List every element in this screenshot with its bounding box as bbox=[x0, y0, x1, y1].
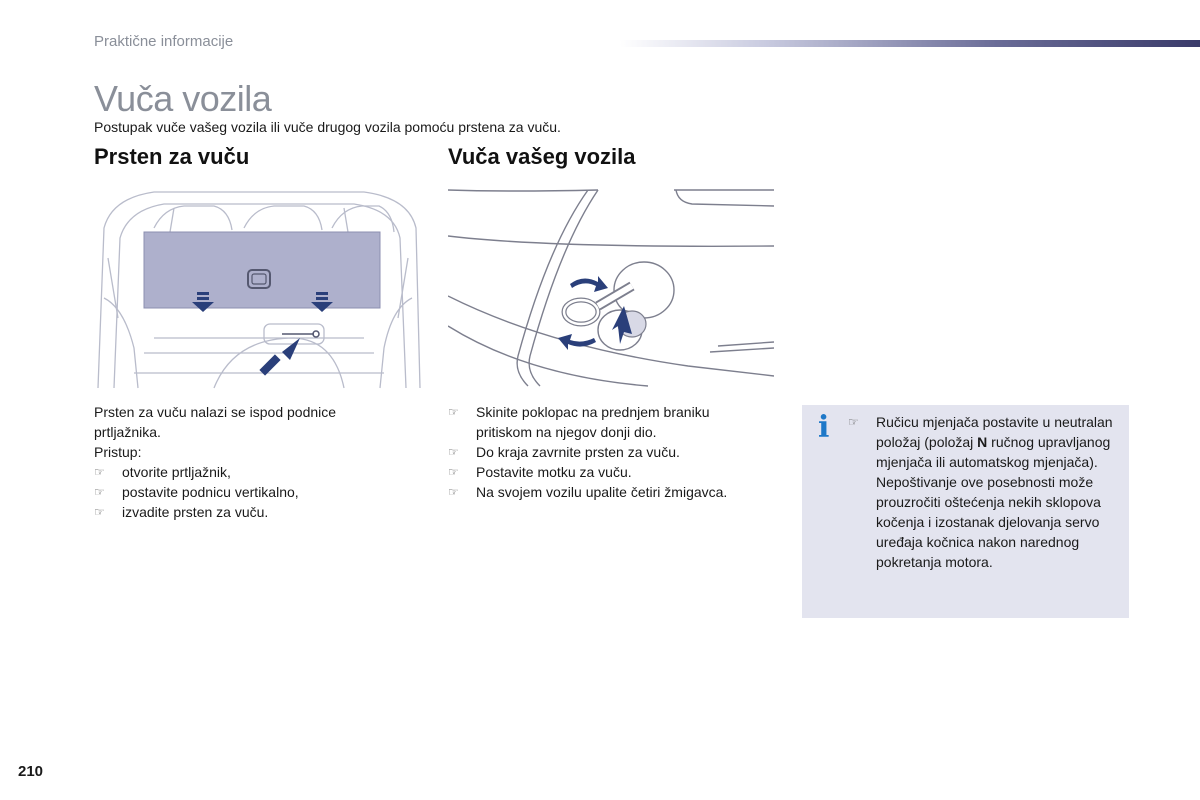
list-item: ☞ otvorite prtljažnik, bbox=[94, 464, 231, 480]
pointing-hand-icon: ☞ bbox=[848, 415, 859, 429]
heading-towing-vehicle: Vuča vašeg vozila bbox=[448, 144, 636, 169]
pointing-hand-icon: ☞ bbox=[94, 465, 105, 479]
list-item: ☞ Skinite poklopac na prednjem braniku pritiskom na njegov donji dio. bbox=[448, 404, 710, 440]
page-number: 210 bbox=[18, 763, 44, 780]
left-text-2: Pristup: bbox=[94, 444, 142, 460]
page-title: Vuča vozila bbox=[94, 78, 272, 119]
pointing-hand-icon: ☞ bbox=[448, 405, 459, 419]
info-icon: i bbox=[818, 410, 830, 445]
heading-towing-ring: Prsten za vuču bbox=[94, 144, 250, 169]
bumper-towing-eye-illustration bbox=[448, 186, 774, 390]
pointing-hand-icon: ☞ bbox=[448, 445, 459, 459]
left-steps-list bbox=[94, 462, 394, 522]
list-item: ☞ postavite podnicu vertikalno, bbox=[94, 484, 299, 500]
list-item: ☞ Postavite motku za vuču. bbox=[448, 464, 632, 480]
pointing-hand-icon: ☞ bbox=[94, 505, 105, 519]
info-text bbox=[848, 412, 1123, 572]
left-body bbox=[94, 402, 394, 522]
list-item: ☞ Na svojem vozilu upalite četiri žmigavca. bbox=[448, 484, 728, 500]
left-text-1: Prsten za vuču nalazi se ispod podnice prtljažnika. bbox=[94, 404, 337, 440]
info-paragraph: Ručicu mjenjača postavite u neutralan položaj (položaj N ručnog upravljanog mjenjača ili automatskog mjenjača). Nepoštivanje ove posebnosti može prouzročiti oštećenja nekih sklopova kočenja i izostanak djelovanja servo uređaja kočnica nakon narednog pokretanja motora. bbox=[876, 414, 1113, 570]
section-label: Praktične informacije bbox=[94, 33, 234, 50]
list-item: ☞ Do kraja zavrnite prsten za vuču. bbox=[448, 444, 680, 460]
pointing-hand-icon: ☞ bbox=[448, 465, 459, 479]
pointing-hand-icon: ☞ bbox=[94, 485, 105, 499]
middle-body bbox=[448, 402, 763, 502]
info-box bbox=[802, 405, 1129, 618]
list-item: ☞ izvadite prsten za vuču. bbox=[94, 504, 269, 520]
pointing-hand-icon: ☞ bbox=[448, 485, 459, 499]
boot-floor-illustration bbox=[94, 188, 422, 390]
intro-text: Postupak vuče vašeg vozila ili vuče drugog vozila pomoću prstena za vuču. bbox=[94, 119, 561, 135]
header-bar bbox=[620, 40, 1200, 47]
middle-steps-list bbox=[448, 402, 763, 502]
